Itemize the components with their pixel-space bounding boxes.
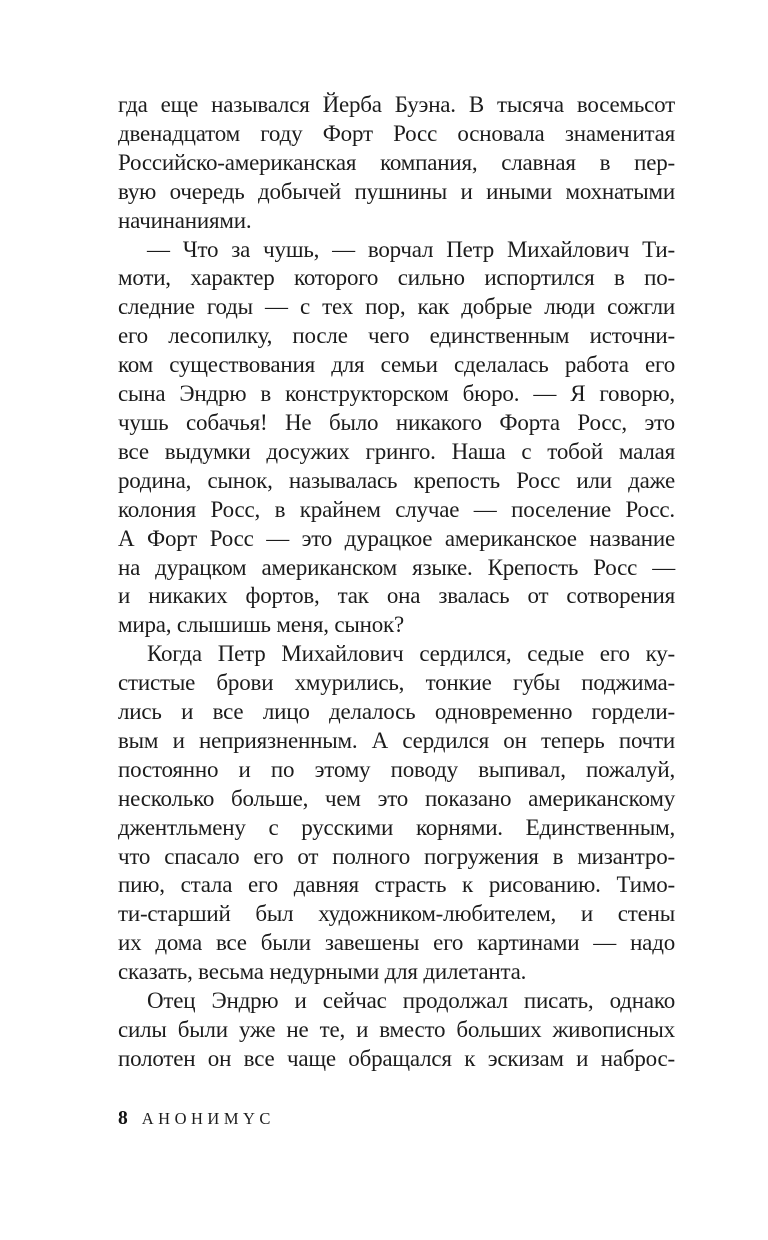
text-line: джентльмену с русскими корнями. Единственным, (118, 814, 675, 840)
text-line: сына Эндрю в конструкторском бюро. — Я говорю, (118, 381, 675, 407)
text-line: колония Росс, в крайнем случае — поселение Росс. (118, 496, 675, 522)
text-line: родина, сынок, называлась крепость Росс или даже (118, 467, 675, 493)
text-line: что спасало его от полного погружения в мизантро- (118, 843, 675, 869)
text-line: все выдумки досужих гринго. Наша с тобой малая (118, 438, 675, 464)
text-line: ти-старший был художником-любителем, и стены (118, 901, 675, 927)
text-line: двенадцатом году Форт Росс основала знаменитая (118, 120, 675, 146)
text-line: мира, слышишь меня, сынок? (118, 612, 404, 638)
text-line: стистые брови хмурились, тонкие губы поджима- (118, 670, 675, 696)
text-line: лись и все лицо делалось одновременно гордели- (118, 699, 675, 725)
text-line: ком существования для семьи сделалась работа его (118, 352, 675, 378)
page-footer (118, 1108, 675, 1130)
text-line: вую очередь добычей пушнины и иными мохнатыми (118, 178, 675, 204)
text-line: пию, стала его давняя страсть к рисованию. Тимо- (118, 872, 675, 898)
text-line: его лесопилку, после чего единственным источни- (118, 323, 675, 349)
text-line: гда еще назывался Йерба Буэна. В тысяча восемьсот (118, 92, 675, 117)
text-line: Российско-американская компания, славная в пер- (118, 149, 675, 175)
text-line: Когда Петр Михайлович сердился, седые его ку- (147, 641, 675, 667)
paragraph (118, 91, 675, 236)
text-line: следние годы — с тех пор, как добрые люди сожгли (118, 294, 675, 320)
text-line: моти, характер которого сильно испортился в по- (118, 265, 675, 291)
text-line: вым и неприязненным. А сердился он теперь почти (118, 727, 675, 753)
text-line: начинаниями. (118, 207, 252, 233)
text-line: на дурацком американском языке. Крепость Росс — (118, 554, 675, 580)
text-line: полотен он все чаще обращался к эскизам и наброс- (118, 1045, 675, 1071)
paragraph (118, 987, 675, 1074)
page-number: 8 (118, 1108, 128, 1129)
text-line: Отец Эндрю и сейчас продолжал писать, однако (147, 988, 675, 1014)
text-line: чушь собачья! Не было никакого Форта Росс, это (118, 409, 675, 435)
paragraph (118, 236, 675, 641)
text-line: их дома все были завешены его картинами — надо (118, 930, 675, 956)
text-line: и никаких фортов, так она звалась от сотворения (118, 583, 675, 609)
text-line: силы были уже не те, и вместо больших живописных (118, 1017, 675, 1042)
text-line: постоянно и по этому поводу выпивал, пожалуй, (118, 756, 675, 782)
text-line: — Что за чушь, — ворчал Петр Михайлович Ти- (147, 236, 675, 262)
text-line: А Форт Росс — это дурацкое американское название (118, 525, 675, 551)
running-title: АНОНИМYС (141, 1109, 275, 1128)
body-text (118, 91, 675, 1074)
text-line: сказать, весьма недурными для дилетанта. (118, 959, 527, 985)
paragraph (118, 640, 675, 987)
text-line: несколько больше, чем это показано американскому (118, 785, 675, 811)
